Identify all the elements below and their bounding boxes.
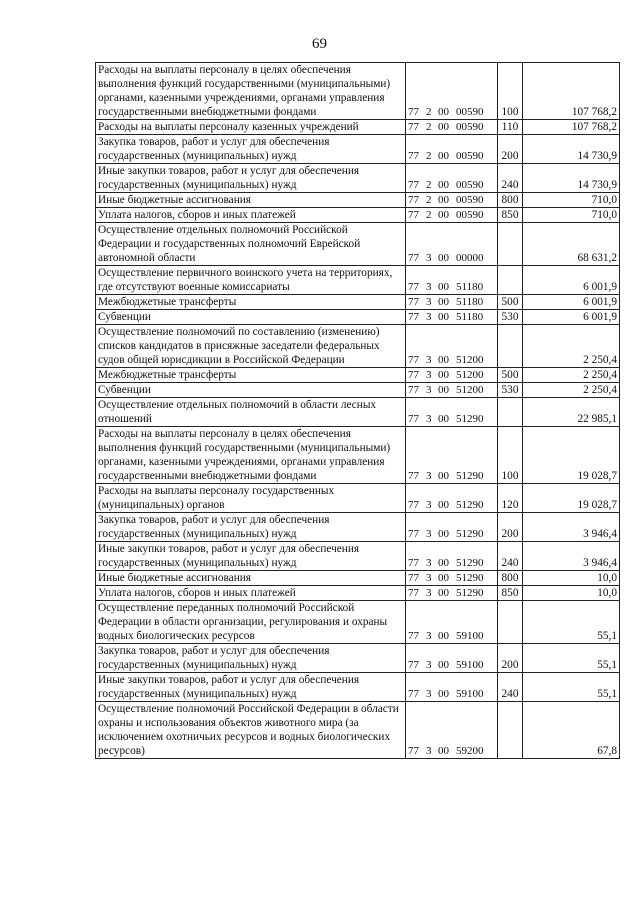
target-article-code	[406, 223, 498, 266]
expense-type-code: 800	[498, 193, 523, 208]
code-direction: 00590	[456, 179, 484, 191]
code-direction: 51290	[456, 528, 484, 540]
code-direction: 51290	[456, 413, 484, 425]
expense-type-code: 240	[498, 542, 523, 571]
row-description: Закупка товаров, работ и услуг для обеспечения государственных (муниципальных) нужд	[96, 644, 406, 673]
target-article-code	[406, 63, 498, 120]
code-direction: 51290	[456, 587, 484, 599]
code-event: 00	[438, 745, 449, 757]
table-row	[96, 193, 620, 208]
code-event: 00	[438, 572, 449, 584]
amount: 6 001,9	[523, 310, 620, 325]
table-row	[96, 295, 620, 310]
target-article-code	[406, 571, 498, 586]
code-program: 77	[408, 499, 419, 511]
amount: 6 001,9	[523, 266, 620, 295]
code-direction: 59100	[456, 659, 484, 671]
code-event: 00	[438, 557, 449, 569]
amount: 107 768,2	[523, 120, 620, 135]
target-article-code	[406, 383, 498, 398]
target-article-code	[406, 368, 498, 383]
code-subprogram: 2	[426, 209, 432, 221]
target-article-code	[406, 164, 498, 193]
code-direction: 51180	[456, 296, 484, 308]
expense-type-code	[498, 325, 523, 368]
code-event: 00	[438, 688, 449, 700]
amount: 55,1	[523, 644, 620, 673]
target-article-code	[406, 644, 498, 673]
code-event: 00	[438, 150, 449, 162]
code-event: 00	[438, 630, 449, 642]
row-description: Иные бюджетные ассигнования	[96, 571, 406, 586]
row-description: Субвенции	[96, 383, 406, 398]
code-program: 77	[408, 179, 419, 191]
amount: 2 250,4	[523, 383, 620, 398]
row-description: Расходы на выплаты персоналу в целях обеспечения выполнения функций государственными (муниципальными) органами, казенными учреждениями, органами управления государственными внебюджетными фондами	[96, 63, 406, 120]
expense-type-code: 530	[498, 310, 523, 325]
code-event: 00	[438, 528, 449, 540]
amount: 710,0	[523, 208, 620, 223]
table-row	[96, 513, 620, 542]
table-row	[96, 266, 620, 295]
code-program: 77	[408, 413, 419, 425]
code-event: 00	[438, 252, 449, 264]
code-direction: 00590	[456, 121, 484, 133]
code-subprogram: 3	[426, 413, 432, 425]
row-description: Межбюджетные трансферты	[96, 295, 406, 310]
table-row	[96, 223, 620, 266]
code-event: 00	[438, 354, 449, 366]
code-event: 00	[438, 659, 449, 671]
code-program: 77	[408, 296, 419, 308]
expense-type-code: 120	[498, 484, 523, 513]
code-event: 00	[438, 194, 449, 206]
code-program: 77	[408, 745, 419, 757]
target-article-code	[406, 208, 498, 223]
code-subprogram: 2	[426, 150, 432, 162]
code-direction: 51290	[456, 499, 484, 511]
code-program: 77	[408, 369, 419, 381]
code-event: 00	[438, 106, 449, 118]
target-article-code	[406, 266, 498, 295]
amount: 19 028,7	[523, 427, 620, 484]
code-subprogram: 3	[426, 659, 432, 671]
table-row	[96, 586, 620, 601]
target-article-code	[406, 484, 498, 513]
expense-type-code: 500	[498, 295, 523, 310]
row-description: Иные бюджетные ассигнования	[96, 193, 406, 208]
table-row	[96, 383, 620, 398]
code-subprogram: 3	[426, 470, 432, 482]
table-row	[96, 63, 620, 120]
code-subprogram: 2	[426, 106, 432, 118]
expense-type-code: 240	[498, 673, 523, 702]
code-subprogram: 3	[426, 745, 432, 757]
code-subprogram: 3	[426, 688, 432, 700]
code-direction: 51200	[456, 369, 484, 381]
amount: 55,1	[523, 673, 620, 702]
table-row	[96, 571, 620, 586]
target-article-code	[406, 135, 498, 164]
code-program: 77	[408, 354, 419, 366]
row-description: Осуществление переданных полномочий Российской Федерации в области организации, регулирования и охраны водных биологических ресурсов	[96, 601, 406, 644]
row-description: Межбюджетные трансферты	[96, 368, 406, 383]
row-description: Субвенции	[96, 310, 406, 325]
code-direction: 59200	[456, 745, 484, 757]
expense-type-code	[498, 601, 523, 644]
code-subprogram: 3	[426, 384, 432, 396]
code-direction: 51200	[456, 354, 484, 366]
expense-type-code	[498, 266, 523, 295]
target-article-code	[406, 310, 498, 325]
row-description: Уплата налогов, сборов и иных платежей	[96, 208, 406, 223]
code-subprogram: 2	[426, 179, 432, 191]
code-direction: 00590	[456, 209, 484, 221]
amount: 55,1	[523, 601, 620, 644]
row-description: Осуществление полномочий по составлению (изменению) списков кандидатов в присяжные заседатели федеральных судов общей юрисдикции в Российской Федерации	[96, 325, 406, 368]
code-program: 77	[408, 150, 419, 162]
code-event: 00	[438, 470, 449, 482]
table-row	[96, 120, 620, 135]
expense-type-code	[498, 398, 523, 427]
expense-type-code: 200	[498, 644, 523, 673]
target-article-code	[406, 193, 498, 208]
amount: 2 250,4	[523, 325, 620, 368]
code-program: 77	[408, 209, 419, 221]
code-subprogram: 3	[426, 252, 432, 264]
amount: 68 631,2	[523, 223, 620, 266]
code-event: 00	[438, 369, 449, 381]
code-event: 00	[438, 587, 449, 599]
code-program: 77	[408, 572, 419, 584]
code-subprogram: 3	[426, 354, 432, 366]
page-number: 69	[312, 36, 327, 52]
code-program: 77	[408, 630, 419, 642]
amount: 22 985,1	[523, 398, 620, 427]
code-event: 00	[438, 209, 449, 221]
table-row	[96, 673, 620, 702]
code-event: 00	[438, 499, 449, 511]
code-subprogram: 3	[426, 587, 432, 599]
code-direction: 59100	[456, 630, 484, 642]
expense-type-code: 800	[498, 571, 523, 586]
amount: 10,0	[523, 586, 620, 601]
code-subprogram: 3	[426, 281, 432, 293]
expense-type-code: 100	[498, 63, 523, 120]
amount: 67,8	[523, 702, 620, 759]
code-direction: 00590	[456, 194, 484, 206]
code-event: 00	[438, 121, 449, 133]
row-description: Осуществление первичного воинского учета на территориях, где отсутствуют военные комиссариаты	[96, 266, 406, 295]
code-subprogram: 3	[426, 311, 432, 323]
row-description: Закупка товаров, работ и услуг для обеспечения государственных (муниципальных) нужд	[96, 135, 406, 164]
code-direction: 59100	[456, 688, 484, 700]
table-row	[96, 368, 620, 383]
code-program: 77	[408, 528, 419, 540]
code-subprogram: 3	[426, 499, 432, 511]
code-subprogram: 3	[426, 296, 432, 308]
table-body	[96, 63, 620, 759]
row-description: Уплата налогов, сборов и иных платежей	[96, 586, 406, 601]
table-row	[96, 601, 620, 644]
code-event: 00	[438, 296, 449, 308]
code-direction: 51200	[456, 384, 484, 396]
table-row	[96, 164, 620, 193]
table-row	[96, 542, 620, 571]
amount: 14 730,9	[523, 135, 620, 164]
code-subprogram: 2	[426, 121, 432, 133]
expense-type-code: 530	[498, 383, 523, 398]
row-description: Иные закупки товаров, работ и услуг для обеспечения государственных (муниципальных) нужд	[96, 164, 406, 193]
row-description: Иные закупки товаров, работ и услуг для обеспечения государственных (муниципальных) нужд	[96, 542, 406, 571]
code-program: 77	[408, 384, 419, 396]
amount: 10,0	[523, 571, 620, 586]
target-article-code	[406, 325, 498, 368]
code-program: 77	[408, 311, 419, 323]
code-subprogram: 3	[426, 557, 432, 569]
row-description: Расходы на выплаты персоналу государственных (муниципальных) органов	[96, 484, 406, 513]
expense-type-code: 500	[498, 368, 523, 383]
row-description: Осуществление полномочий Российской Федерации в области охраны и использования объектов животного мира (за исключением охотничьих ресурсов и водных биологических ресурсов)	[96, 702, 406, 759]
target-article-code	[406, 702, 498, 759]
expense-type-code: 110	[498, 120, 523, 135]
code-subprogram: 3	[426, 630, 432, 642]
table-row	[96, 310, 620, 325]
amount: 2 250,4	[523, 368, 620, 383]
row-description: Расходы на выплаты персоналу казенных учреждений	[96, 120, 406, 135]
amount: 6 001,9	[523, 295, 620, 310]
amount: 14 730,9	[523, 164, 620, 193]
target-article-code	[406, 542, 498, 571]
code-event: 00	[438, 281, 449, 293]
code-event: 00	[438, 384, 449, 396]
expense-type-code: 200	[498, 135, 523, 164]
expense-type-code: 850	[498, 586, 523, 601]
code-program: 77	[408, 106, 419, 118]
table-row	[96, 484, 620, 513]
target-article-code	[406, 601, 498, 644]
code-direction: 51290	[456, 572, 484, 584]
code-direction: 51290	[456, 470, 484, 482]
amount: 3 946,4	[523, 542, 620, 571]
amount: 19 028,7	[523, 484, 620, 513]
table-row	[96, 135, 620, 164]
target-article-code	[406, 398, 498, 427]
expense-type-code: 200	[498, 513, 523, 542]
row-description: Закупка товаров, работ и услуг для обеспечения государственных (муниципальных) нужд	[96, 513, 406, 542]
target-article-code	[406, 673, 498, 702]
code-direction: 00000	[456, 252, 484, 264]
code-program: 77	[408, 281, 419, 293]
code-event: 00	[438, 311, 449, 323]
code-subprogram: 3	[426, 528, 432, 540]
code-program: 77	[408, 252, 419, 264]
code-direction: 51180	[456, 281, 484, 293]
expense-type-code: 240	[498, 164, 523, 193]
expense-type-code: 100	[498, 427, 523, 484]
row-description: Иные закупки товаров, работ и услуг для обеспечения государственных (муниципальных) нужд	[96, 673, 406, 702]
code-program: 77	[408, 194, 419, 206]
code-subprogram: 3	[426, 572, 432, 584]
target-article-code	[406, 513, 498, 542]
target-article-code	[406, 586, 498, 601]
target-article-code	[406, 120, 498, 135]
expense-type-code	[498, 702, 523, 759]
code-direction: 51180	[456, 311, 484, 323]
code-direction: 00590	[456, 106, 484, 118]
expense-type-code: 850	[498, 208, 523, 223]
row-description: Расходы на выплаты персоналу в целях обеспечения выполнения функций государственными (муниципальными) органами, казенными учреждениями, органами управления государственными внебюджетными фондами	[96, 427, 406, 484]
row-description: Осуществление отдельных полномочий в области лесных отношений	[96, 398, 406, 427]
amount: 710,0	[523, 193, 620, 208]
code-program: 77	[408, 557, 419, 569]
amount: 3 946,4	[523, 513, 620, 542]
table-row	[96, 702, 620, 759]
code-program: 77	[408, 470, 419, 482]
target-article-code	[406, 295, 498, 310]
code-program: 77	[408, 688, 419, 700]
table-row	[96, 398, 620, 427]
budget-table	[95, 62, 620, 759]
code-direction: 00590	[456, 150, 484, 162]
table-row	[96, 208, 620, 223]
row-description: Осуществление отдельных полномочий Российской Федерации и государственных полномочий Еврейской автономной области	[96, 223, 406, 266]
table-row	[96, 325, 620, 368]
expense-type-code	[498, 223, 523, 266]
code-subprogram: 2	[426, 194, 432, 206]
code-subprogram: 3	[426, 369, 432, 381]
target-article-code	[406, 427, 498, 484]
code-event: 00	[438, 179, 449, 191]
code-program: 77	[408, 587, 419, 599]
code-program: 77	[408, 121, 419, 133]
amount: 107 768,2	[523, 63, 620, 120]
table-row	[96, 644, 620, 673]
code-event: 00	[438, 413, 449, 425]
code-direction: 51290	[456, 557, 484, 569]
code-program: 77	[408, 659, 419, 671]
table-row	[96, 427, 620, 484]
